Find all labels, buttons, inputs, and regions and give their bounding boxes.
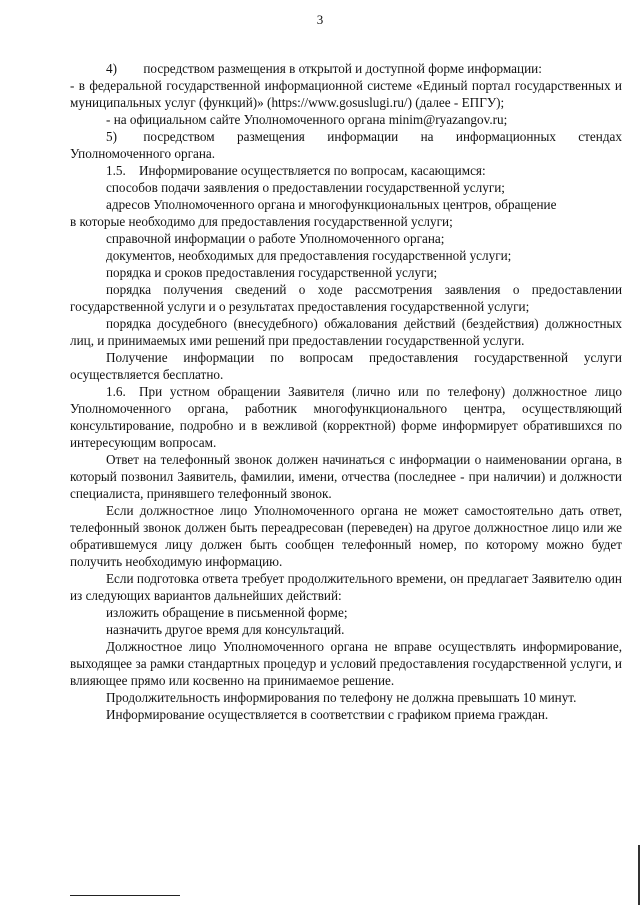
paragraph-5: 1.5. Информирование осуществляется по вопросам, касающимся: [106,163,486,178]
paragraph-3: - на официальном сайте Уполномоченного органа minim@ryazangov.ru; [106,112,508,127]
paragraph-16: Ответ на телефонный звонок должен начинаться с информации о наименовании органа, в который позвонил Заявитель, фамилии, имени, отчества (последнее - при наличии) и должности специалиста, принявшего телефонный звонок. [70,452,622,501]
paragraph-10: документов, необходимых для предоставления государственной услуги; [106,248,512,263]
paragraph-1: 4) посредством размещения в открытой и доступной форме информации: [106,61,542,76]
page-number: 3 [316,12,324,27]
paragraph-14: Получение информации по вопросам предоставления государственной услуги осуществляется бесплатно. [70,350,622,382]
paragraph-6: способов подачи заявления о предоставлении государственной услуги; [106,180,505,195]
paragraph-17: Если должностное лицо Уполномоченного органа не может самостоятельно дать ответ, телефонный звонок должен быть переадресован (переведен) на другое должностное лицо или же обратившемуся лицу должен быть сообщен телефонный номер, по которому можно будет получить необходимую информацию. [70,503,622,569]
paragraph-23: Информирование осуществляется в соответствии с графиком приема граждан. [106,707,549,722]
document-body [70,60,622,723]
paragraph-20: назначить другое время для консультаций. [106,622,345,637]
paragraph-21: Должностное лицо Уполномоченного органа не вправе осуществлять информирование, выходящее за рамки стандартных процедур и условий предоставления государственной услуги, и влияющее прямо или косвенно на принимаемое решение. [70,639,622,688]
paragraph-18: Если подготовка ответа требует продолжительного времени, он предлагает Заявителю один из следующих вариантов дальнейших действий: [70,571,622,603]
paragraph-11: порядка и сроков предоставления государственной услуги; [106,265,438,280]
paragraph-2: - в федеральной государственной информационной системе «Единый портал государственных и муниципальных услуг (функций)» (https://www.gosuslugi.ru/) (далее - ЕПГУ); [70,78,622,110]
paragraph-4: 5) посредством размещения информации на информационных стендах Уполномоченного органа. [70,129,622,161]
paragraph-7: адресов Уполномоченного органа и многофункциональных центров, обращение [106,197,557,212]
paragraph-19: изложить обращение в письменной форме; [106,605,348,620]
footnote-divider [70,895,180,896]
paragraph-12: порядка получения сведений о ходе рассмотрения заявления о предоставлении государственной услуги и о результатах предоставления государственной услуги; [70,282,622,314]
paragraph-9: справочной информации о работе Уполномоченного органа; [106,231,445,246]
paragraph-8: в которые необходимо для предоставления государственной услуги; [70,214,453,229]
paragraph-22: Продолжительность информирования по телефону не должна превышать 10 минут. [106,690,577,705]
paragraph-13: порядка досудебного (внесудебного) обжалования действий (бездействия) должностных лиц, и принимаемых ими решений при предоставлении государственной услуги. [70,316,622,348]
paragraph-15: 1.6. При устном обращении Заявителя (лично или по телефону) должностное лицо Уполномоченного органа, работник многофункционального центра, осуществляющий консультирование, подробно и в вежливой (корректной) форме информирует обратившихся по интересующим вопросам. [70,384,622,450]
